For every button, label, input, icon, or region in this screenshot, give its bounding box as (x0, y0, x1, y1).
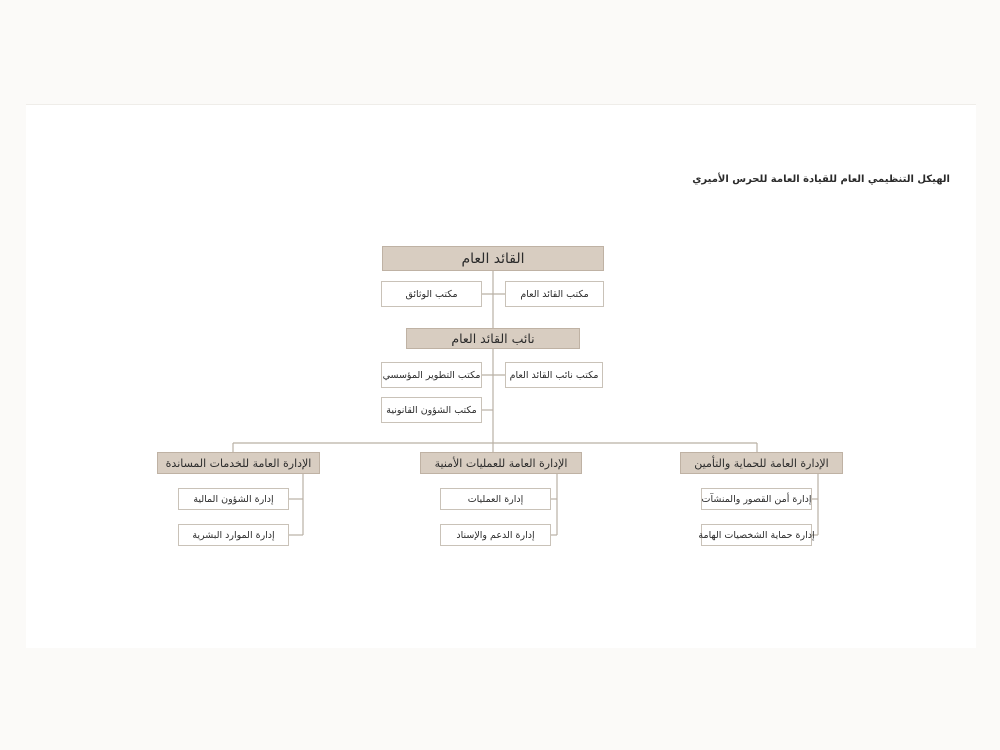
support-logistics-unit-box: إدارة الدعم والإسناد (440, 524, 551, 546)
institutional-development-office-box: مكتب التطوير المؤسسي (381, 362, 482, 388)
protection-security-directorate-box: الإدارة العامة للحماية والتأمين (680, 452, 843, 474)
finance-unit-box: إدارة الشؤون المالية (178, 488, 289, 510)
vip-protection-unit-box: إدارة حماية الشخصيات الهامة (701, 524, 812, 546)
hr-unit-box: إدارة الموارد البشرية (178, 524, 289, 546)
operations-unit-box: إدارة العمليات (440, 488, 551, 510)
chart-title: الهيكل التنظيمي العام للقيادة العامة للحرس الأميري (692, 174, 950, 185)
deputy-box: نائب القائد العام (406, 328, 580, 349)
commander-box: القائد العام (382, 246, 604, 271)
deputy-office-box: مكتب نائب القائد العام (505, 362, 603, 388)
commander-office-box: مكتب القائد العام (505, 281, 604, 307)
palaces-security-unit-box: إدارة أمن القصور والمنشآت (701, 488, 812, 510)
chart-canvas (26, 104, 976, 648)
legal-affairs-office-box: مكتب الشؤون القانونية (381, 397, 482, 423)
documents-office-box: مكتب الوثائق (381, 281, 482, 307)
support-services-directorate-box: الإدارة العامة للخدمات المساندة (157, 452, 320, 474)
security-operations-directorate-box: الإدارة العامة للعمليات الأمنية (420, 452, 582, 474)
